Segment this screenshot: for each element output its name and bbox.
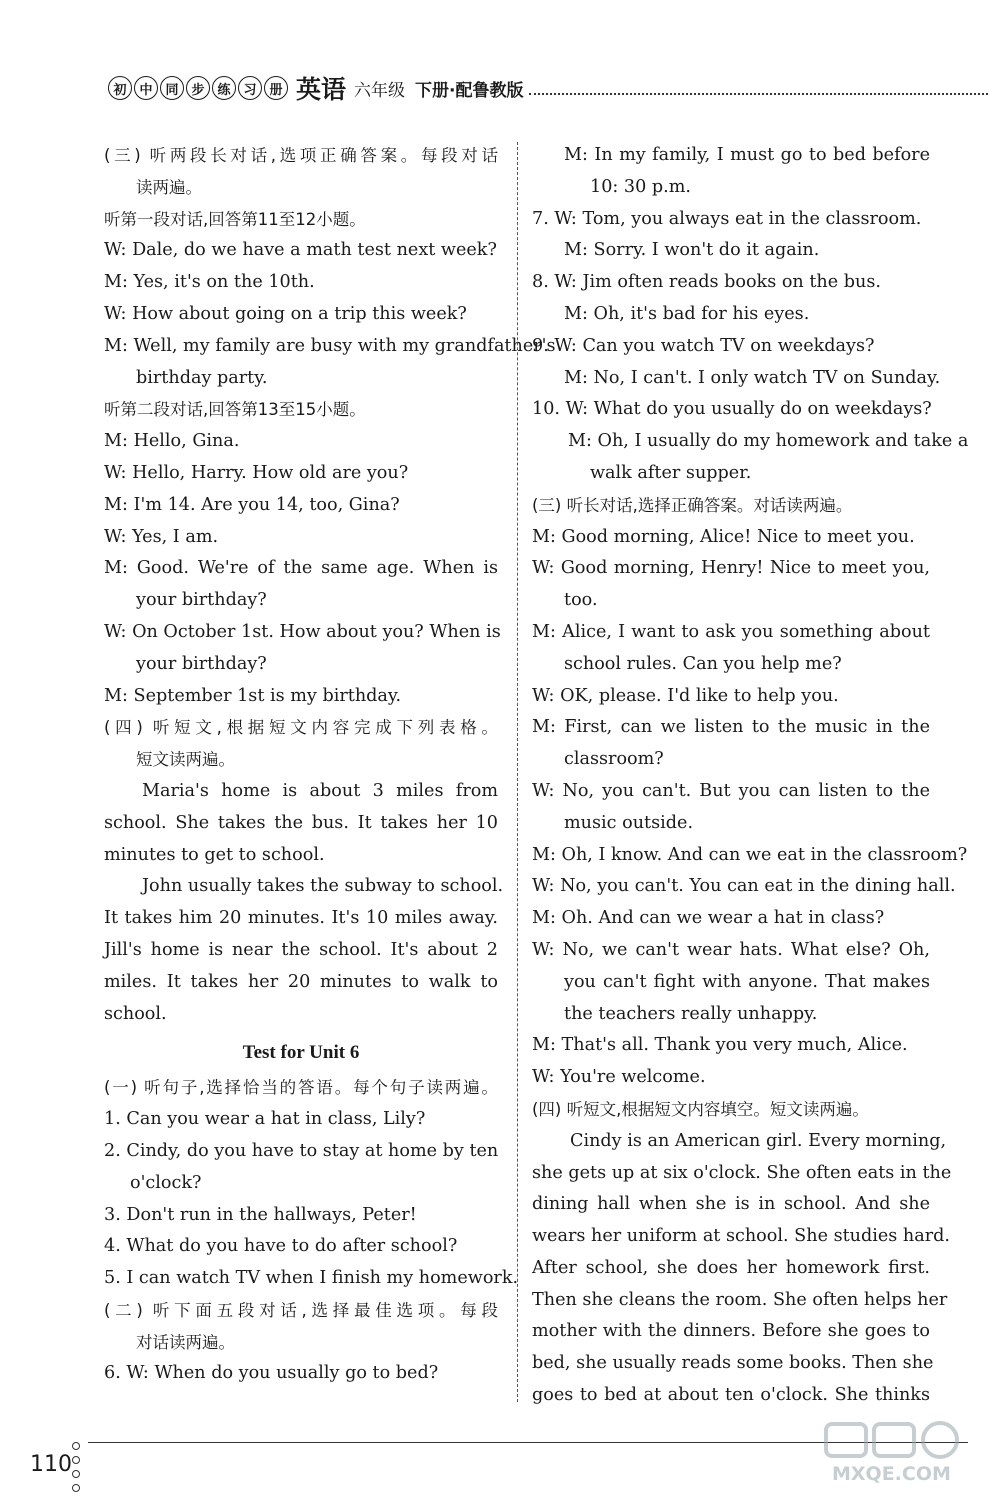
right-text-line: you can't fight with anyone. That makes xyxy=(564,971,930,992)
left-text-line: your birthday? xyxy=(136,653,267,674)
series-char: 初 xyxy=(108,76,132,100)
right-text-line: W: Good morning, Henry! Nice to meet you, xyxy=(532,558,930,579)
right-text-line: W: No, you can't. But you can listen to the xyxy=(532,780,930,801)
left-text-line: 读两遍。 xyxy=(136,177,202,197)
right-text-line: 9. W: Can you watch TV on weekdays? xyxy=(532,335,875,356)
left-text-line: 3. Don't run in the hallways, Peter! xyxy=(104,1204,417,1225)
left-text-line: (三) 听两段长对话,选项正确答案。每段对话 xyxy=(104,146,498,165)
right-text-line: After school, she does her homework first. xyxy=(532,1257,930,1278)
right-text-line: she gets up at six o'clock. She often eats in the xyxy=(532,1162,952,1183)
series-char: 练 xyxy=(212,76,236,100)
series-char: 同 xyxy=(160,76,184,100)
test-heading: Test for Unit 6 xyxy=(242,1042,360,1064)
right-text-line: M: Alice, I want to ask you something about xyxy=(532,621,930,642)
left-text-line: W: Yes, I am. xyxy=(104,526,219,547)
right-text-line: M: In my family, I must go to bed before xyxy=(564,145,930,165)
right-text-line: M: Sorry. I won't do it again. xyxy=(564,240,820,261)
page-number: 110 xyxy=(30,1452,72,1477)
left-text-line: (四) 听短文,根据短文内容完成下列表格。 xyxy=(104,718,498,738)
grade-label: 六年级 xyxy=(354,80,406,101)
right-text-line: (三) 听长对话,选择正确答案。对话读两遍。 xyxy=(532,495,853,515)
watermark-logo xyxy=(822,1420,972,1486)
right-text-line: mother with the dinners. Before she goes to xyxy=(532,1321,930,1342)
right-text-line: W: No, we can't wear hats. What else? Oh, xyxy=(532,939,930,960)
header-dotted-rule xyxy=(529,81,988,95)
right-text-line: W: No, you can't. You can eat in the dining hall. xyxy=(532,876,956,897)
right-text-line: M: Oh. And can we wear a hat in class? xyxy=(532,908,885,929)
right-text-line: goes to bed at about ten o'clock. She thinks xyxy=(532,1385,930,1406)
left-text-line: It takes him 20 minutes. It's 10 miles away. xyxy=(104,908,498,929)
left-text-line: W: How about going on a trip this week? xyxy=(104,303,467,324)
right-text-line: M: Good morning, Alice! Nice to meet you. xyxy=(532,526,915,547)
right-text-line: W: You're welcome. xyxy=(532,1067,706,1088)
left-text-line: minutes to get to school. xyxy=(104,844,325,865)
left-text-line: M: Yes, it's on the 10th. xyxy=(104,272,315,293)
right-text-line: M: That's all. Thank you very much, Alice. xyxy=(532,1035,908,1056)
left-text-line: 听第二段对话,回答第13至15小题。 xyxy=(104,400,366,420)
left-text-line: 对话读两遍。 xyxy=(136,1332,235,1352)
left-text-line: M: Well, my family are busy with my grandfather's xyxy=(104,335,556,356)
left-text-line: 5. I can watch TV when I finish my homework. xyxy=(104,1268,519,1289)
left-text-line: 听第一段对话,回答第11至12小题。 xyxy=(104,209,366,229)
right-text-line: M: First, can we listen to the music in the xyxy=(532,717,930,738)
left-column xyxy=(104,140,556,1390)
footer-ornament xyxy=(72,1442,80,1492)
left-text-line: 1. Can you wear a hat in class, Lily? xyxy=(104,1109,426,1130)
left-text-line: school. She takes the bus. It takes her 10 xyxy=(104,812,498,833)
left-text-line: Maria's home is about 3 miles from xyxy=(142,780,498,801)
series-char: 册 xyxy=(264,76,288,100)
right-text-line: classroom? xyxy=(564,749,664,770)
left-text-line: W: On October 1st. How about you? When is xyxy=(104,621,501,642)
left-text-line: W: Dale, do we have a math test next week? xyxy=(104,240,497,261)
right-text-line: 7. W: Tom, you always eat in the classroom. xyxy=(532,208,922,229)
left-text-line: Jill's home is near the school. It's about 2 xyxy=(104,939,498,960)
right-text-line: W: OK, please. I'd like to help you. xyxy=(532,685,839,706)
left-text-line: (二) 听下面五段对话,选择最佳选项。每段 xyxy=(104,1300,498,1320)
right-text-line: Cindy is an American girl. Every morning, xyxy=(570,1130,947,1151)
left-text-line: M: I'm 14. Are you 14, too, Gina? xyxy=(104,494,400,515)
right-text-line: walk after supper. xyxy=(590,462,752,483)
edition-label: 下册·配鲁教版 xyxy=(415,80,524,101)
right-text-line: M: No, I can't. I only watch TV on Sunday. xyxy=(564,367,941,388)
right-text-line: (四) 听短文,根据短文内容填空。短文读两遍。 xyxy=(532,1099,869,1119)
page-header xyxy=(108,74,988,102)
left-text-line: M: Hello, Gina. xyxy=(104,431,240,452)
left-text-line: miles. It takes her 20 minutes to walk to xyxy=(104,971,498,992)
right-text-line: 8. W: Jim often reads books on the bus. xyxy=(532,272,881,293)
right-text-line: 10: 30 p.m. xyxy=(590,176,692,197)
right-text-line: M: Oh, I know. And can we eat in the classroom? xyxy=(532,844,968,865)
left-text-line: 2. Cindy, do you have to stay at home by ten xyxy=(104,1140,499,1161)
series-char: 中 xyxy=(134,76,158,100)
left-text-line: school. xyxy=(104,1003,167,1024)
right-text-line: 10. W: What do you usually do on weekdays? xyxy=(532,399,932,420)
left-text-line: 4. What do you have to do after school? xyxy=(104,1236,458,1257)
left-text-line: John usually takes the subway to school. xyxy=(142,876,504,897)
right-text-line: dining hall when she is in school. And she xyxy=(532,1194,930,1215)
book-series-title xyxy=(108,76,288,100)
right-text-line: the teachers really unhappy. xyxy=(564,1003,818,1024)
left-text-line: W: Hello, Harry. How old are you? xyxy=(104,462,409,483)
series-char: 习 xyxy=(238,76,262,100)
watermark-text: MXQE.COM xyxy=(832,1463,951,1485)
left-text-line: M: Good. We're of the same age. When is xyxy=(104,558,498,579)
column-divider xyxy=(517,142,518,1402)
left-text-line: o'clock? xyxy=(130,1172,202,1193)
right-text-line: Then she cleans the room. She often helps her xyxy=(532,1289,948,1310)
left-text-line: M: September 1st is my birthday. xyxy=(104,685,402,706)
left-text-line: (一) 听句子,选择恰当的答语。每个句子读两遍。 xyxy=(104,1078,498,1098)
right-text-line: wears her uniform at school. She studies hard. xyxy=(532,1226,951,1247)
right-text-line: M: Oh, it's bad for his eyes. xyxy=(564,303,810,324)
left-text-line: 短文读两遍。 xyxy=(136,750,235,770)
right-column xyxy=(532,140,969,1412)
left-text-line: your birthday? xyxy=(136,590,267,611)
right-text-line: music outside. xyxy=(564,812,694,833)
series-char: 步 xyxy=(186,76,210,100)
left-text-line: birthday party. xyxy=(136,367,268,388)
subject-title: 英语 xyxy=(296,75,347,104)
right-text-line: too. xyxy=(564,590,598,611)
right-text-line: school rules. Can you help me? xyxy=(564,653,842,674)
right-text-line: bed, she usually reads some books. Then she xyxy=(532,1353,934,1374)
left-text-line: 6. W: When do you usually go to bed? xyxy=(104,1363,439,1384)
right-text-line: M: Oh, I usually do my homework and take a xyxy=(568,431,969,452)
